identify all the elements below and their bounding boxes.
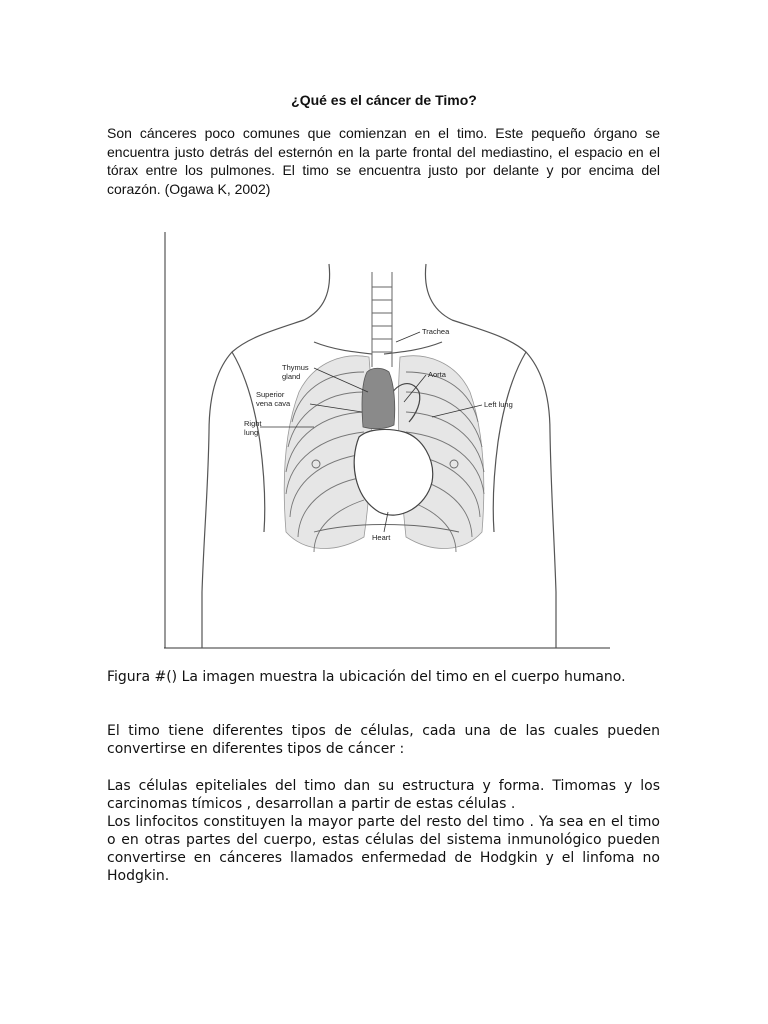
figure-caption: Figura #() La imagen muestra la ubicación del timo en el cuerpo humano. <box>107 669 626 685</box>
label-right-lung-line2: lung <box>244 428 259 437</box>
paragraph-cell-types: El timo tiene diferentes tipos de células, cada una de las cuales pueden convertirse en diferentes tipos de cáncer : <box>107 723 660 757</box>
paragraph-lymphocytes: Los linfocitos constituyen la mayor parte del resto del timo . Ya sea en el timo o en otras partes del cuerpo, estas células del sistema inmunológico pueden convertirse en cánceres llamados enfermedad de Hodgkin y el linfoma no Hodgkin. <box>107 814 660 884</box>
label-thymus-line1: Thymus <box>282 363 309 372</box>
page-title: ¿Qué es el cáncer de Timo? <box>291 92 477 108</box>
label-thymus-line2: gland <box>282 372 301 381</box>
label-right-lung-line1: Right <box>244 419 262 428</box>
label-svc-line2: vena cava <box>256 399 291 408</box>
label-trachea: Trachea <box>422 327 450 336</box>
paragraph-epithelial: Las células epiteliales del timo dan su estructura y forma. Timomas y los carcinomas tímicos , desarrollan a partir de estas células . <box>107 778 660 812</box>
label-thymus-gland <box>282 363 311 381</box>
label-aorta: Aorta <box>428 370 446 379</box>
label-superior-vena-cava <box>256 390 291 408</box>
label-svc-line1: Superior <box>256 390 285 399</box>
intro-paragraph: Son cánceres poco comunes que comienzan en el timo. Este pequeño órgano se encuentra justo detrás del esternón en la parte frontal del mediastino, el espacio en el tórax entre los pulmones. El timo se encuentra justo por delante y por encima del corazón. (Ogawa K, 2002) <box>107 125 660 197</box>
label-heart: Heart <box>372 533 391 542</box>
label-right-lung <box>244 419 264 437</box>
thymus-anatomy-figure <box>164 232 610 650</box>
label-left-lung: Left lung <box>484 400 513 409</box>
trachea <box>372 272 392 367</box>
anatomy-illustration <box>164 232 610 650</box>
thymus-gland <box>362 368 395 428</box>
